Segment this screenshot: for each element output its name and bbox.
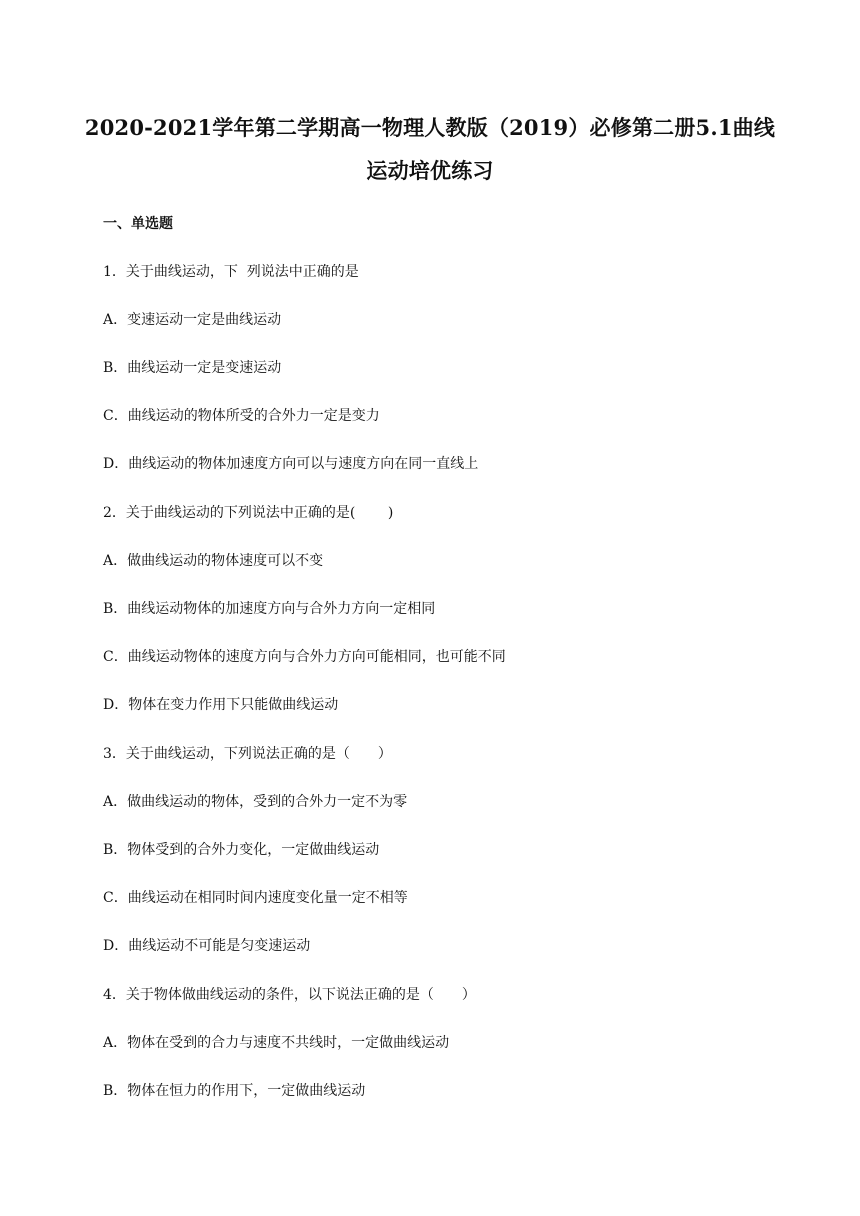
question-1-stem: 1．关于曲线运动，下 列说法中正确的是	[103, 264, 359, 280]
question-3-option-a: A．做曲线运动的物体，受到的合外力一定不为零	[103, 794, 408, 810]
question-2-option-d: D．物体在变力作用下只能做曲线运动	[103, 697, 339, 713]
question-3-option-b: B．物体受到的合外力变化，一定做曲线运动	[103, 842, 380, 858]
question-1-option-d: D．曲线运动的物体加速度方向可以与速度方向在同一直线上	[103, 456, 479, 472]
question-3-option-c: C．曲线运动在相同时间内速度变化量一定不相等	[103, 890, 408, 906]
question-3-stem: 3．关于曲线运动，下列说法正确的是（ ）	[103, 746, 392, 762]
document-title-line-1: 2020-2021学年第二学期高一物理人教版（2019）必修第二册5.1曲线	[84, 115, 776, 140]
question-2-option-a: A．做曲线运动的物体速度可以不变	[103, 553, 324, 569]
question-1-option-b: B．曲线运动一定是变速运动	[103, 360, 282, 376]
question-4-stem: 4．关于物体做曲线运动的条件，以下说法正确的是（ ）	[103, 987, 476, 1003]
question-1-option-c: C．曲线运动的物体所受的合外力一定是变力	[103, 408, 380, 424]
question-2-stem: 2．关于曲线运动的下列说法中正确的是( )	[103, 505, 394, 521]
question-2-option-b: B．曲线运动物体的加速度方向与合外力方向一定相同	[103, 601, 436, 617]
question-1-option-a: A．变速运动一定是曲线运动	[103, 312, 282, 328]
section-heading: 一、单选题	[103, 216, 173, 232]
question-3-option-d: D．曲线运动不可能是匀变速运动	[103, 938, 311, 954]
question-2-option-c: C．曲线运动物体的速度方向与合外力方向可能相同，也可能不同	[103, 649, 506, 665]
document-title-line-2: 运动培优练习	[366, 158, 494, 183]
question-4-option-a: A．物体在受到的合力与速度不共线时，一定做曲线运动	[103, 1035, 450, 1051]
question-4-option-b: B．物体在恒力的作用下，一定做曲线运动	[103, 1083, 366, 1099]
